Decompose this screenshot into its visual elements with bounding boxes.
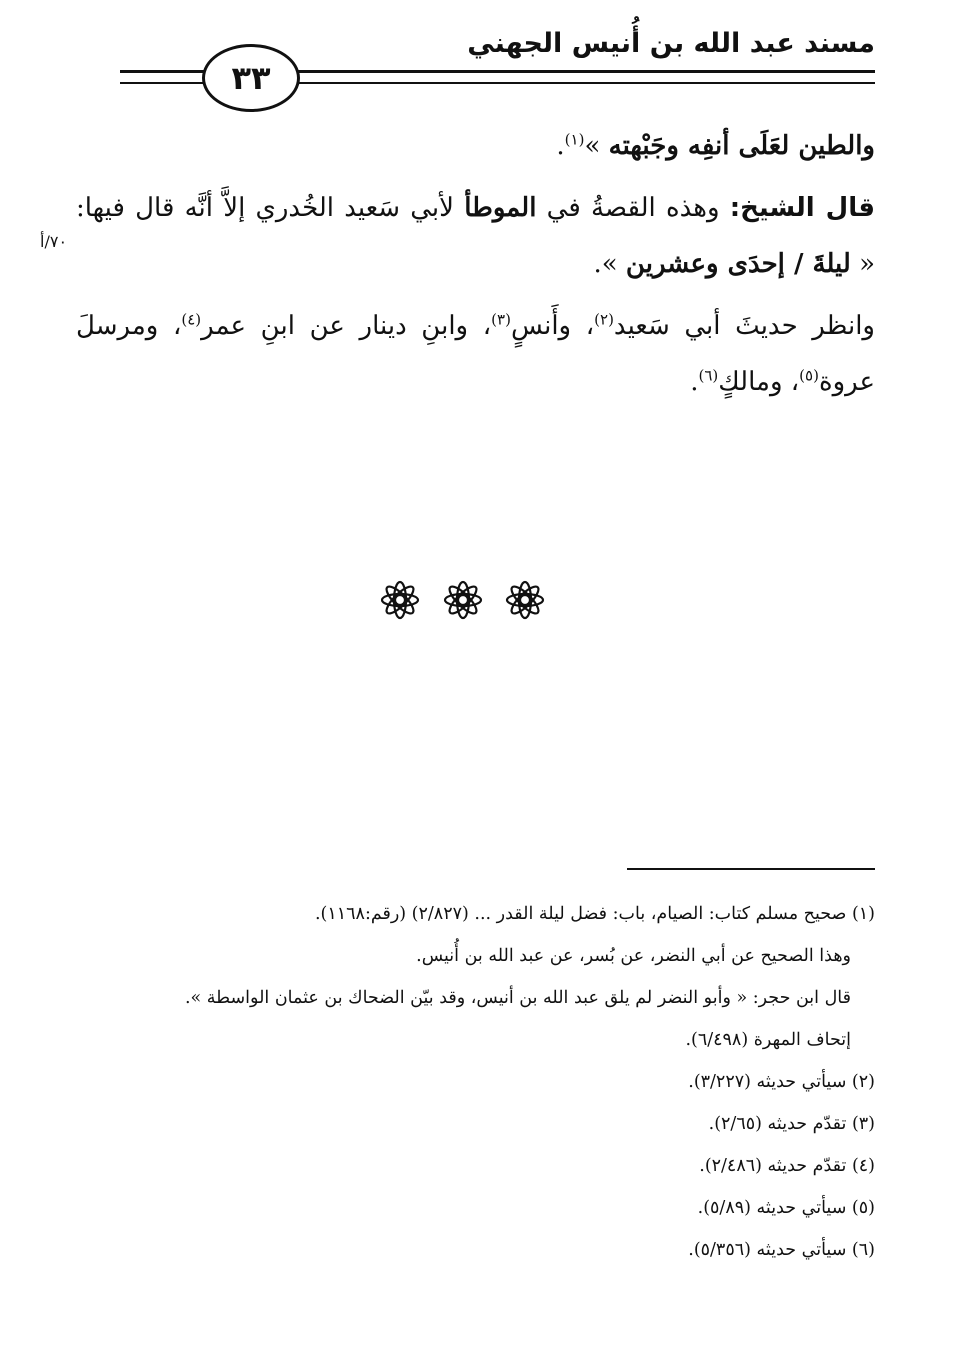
p3-text-2: ، وأَنسٍ (510, 311, 595, 341)
footnote-ref-2[interactable]: (٢) (594, 310, 614, 329)
footnote-line: (٢) سيأتي حديثه (٣/٢٢٧). (688, 1072, 875, 1092)
hadith-ending: والطين لعَلَى أنفِه وجَبْهته (608, 131, 875, 161)
running-title: مسند عبد الله بن أُنيس الجهني (467, 28, 875, 59)
footnote-separator (627, 868, 875, 870)
period: . (556, 131, 565, 161)
p3-text-4: ، ومرسلَ عروة (76, 311, 875, 397)
speaker-label: قال الشيخ: (729, 193, 876, 223)
page-number: ٣٣ (202, 44, 300, 112)
footnote-ref-3[interactable]: (٣) (491, 310, 511, 329)
footnote-line: إتحاف المهرة (٦/٤٩٨). (685, 1030, 851, 1050)
footnote-line: (٤) تقدّم حديثه (٢/٤٨٦). (699, 1156, 875, 1176)
floral-ornament-icon (500, 575, 550, 625)
paragraph-3 (76, 298, 875, 410)
floral-ornament-icon (438, 575, 488, 625)
footnote-line: (١) صحيح مسلم كتاب: الصيام، باب: فضل ليلة القدر ... (٢/٨٢٧) (رقم:١١٦٨). (314, 904, 875, 924)
paragraph-1 (76, 118, 875, 174)
paragraph-2 (76, 180, 875, 292)
p3-text-5: ، ومالكٍ (718, 367, 800, 397)
footnote-line: وهذا الصحيح عن أبي النضر، عن بُسر، عن عبد الله بن أُنيس. (416, 946, 851, 966)
p2-text-1: وهذه القصةُ في (536, 193, 730, 223)
quote-close: » (584, 131, 609, 161)
footnote-line: (٦) سيأتي حديثه (٥/٣٥٦). (688, 1240, 875, 1260)
p3-text-3: ، وابنِ دينار عن ابنِ عمر (201, 311, 492, 341)
footnote-line: (٣) تقدّم حديثه (٢/٦٥). (708, 1114, 875, 1134)
footnotes (90, 893, 875, 1271)
p2-end: ». (593, 249, 626, 279)
p3-text-1: وانظر حديثَ أبي سَعيد (613, 311, 875, 341)
footnote-ref-6[interactable]: (٦) (698, 366, 719, 385)
floral-ornament-icon (375, 575, 425, 625)
p3-end: . (690, 367, 699, 397)
quoted-variant: ليلةَ / إحدَى وعشرين (625, 249, 851, 279)
footnote-ref-5[interactable]: (٥) (799, 366, 819, 385)
footnote-line: قال ابن حجر: « وأبو النضر لم يلق عبد الله بن أنيس، وقد بيّن الضحاك بن عثمان الواسطة ». (184, 988, 851, 1008)
manuscript-folio-note: ٧٠/أ (40, 232, 68, 251)
footnote-ref-1[interactable]: (١) (564, 130, 585, 149)
footnote-line: (٥) سيأتي حديثه (٥/٨٩). (697, 1198, 875, 1218)
main-text (76, 118, 875, 410)
footnote-ref-4[interactable]: (٤) (181, 310, 202, 329)
section-ornament (375, 575, 550, 627)
p2-text-2: لأبي سَعيد الخُدري إلاَّ أنَّه قال فيها: « (76, 193, 875, 279)
muwatta-title: الموطأ (464, 193, 537, 223)
